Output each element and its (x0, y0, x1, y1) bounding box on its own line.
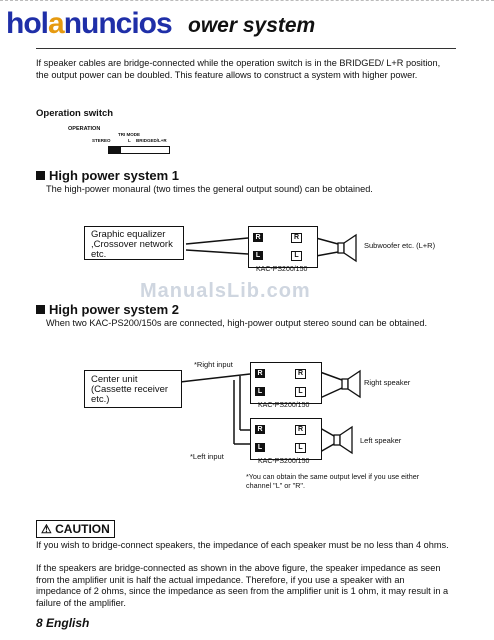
s1-source-box: Graphic equalizer ,Crossover network etc. (84, 226, 184, 260)
terminal-r-in: R (255, 425, 265, 434)
switch-label-l: L (128, 138, 131, 143)
wire-s1-l (186, 250, 248, 254)
terminal-r-out: R (295, 425, 306, 435)
section2-title: High power system 2 (36, 302, 179, 317)
s1-amp-label: KAC-PS200/150 (256, 266, 308, 273)
s1-amplifier (248, 226, 318, 268)
intro-paragraph: If speaker cables are bridge-connected while the operation switch is in the BRIDGED/ L+R position, the output power can be doubled. This feature allows to construct a system with higher power. (36, 58, 441, 80)
terminal-l-in: L (253, 251, 263, 260)
section2-description: When two KAC-PS200/150s are connected, high-power output stereo sound can be obtained. (46, 318, 428, 328)
s2-amplifier-2 (250, 418, 322, 460)
wire-s1-r (186, 238, 248, 244)
terminal-l-out: L (295, 387, 306, 397)
terminal-r-in: R (255, 369, 265, 378)
terminal-r-out: R (295, 369, 306, 379)
s1-speaker-label: Subwoofer etc. (L+R) (364, 241, 436, 250)
caution-badge: ⚠ CAUTION (36, 520, 115, 538)
subwoofer-speaker-icon (338, 243, 344, 253)
warning-icon: ⚠ (41, 522, 52, 536)
switch-label-bridged: BRIDGED/L+R (136, 138, 167, 143)
s2-amp2-label: KAC-PS200/150 (258, 458, 310, 465)
section1-description: The high-power monaural (two times the general output sound) can be obtained. (46, 184, 373, 194)
switch-label-stereo: STEREO (92, 138, 111, 143)
left-speaker-icon (334, 435, 340, 445)
switch-label-tri-mode: TRI MODE (118, 132, 140, 137)
section1-title: High power system 1 (36, 168, 179, 183)
terminal-l-out: L (291, 251, 302, 261)
site-logo[interactable]: holanuncios (6, 7, 172, 40)
right-speaker-label: Right speaker (364, 378, 411, 387)
operation-switch-heading: Operation switch (36, 108, 114, 119)
terminal-r-in: R (253, 233, 263, 242)
s2-amp1-label: KAC-PS200/150 (258, 402, 310, 409)
page-header-title: ower system (188, 14, 316, 37)
watermark: ManualsLib.com (140, 280, 311, 302)
left-speaker-label: Left speaker (360, 436, 402, 445)
terminal-l-out: L (295, 443, 306, 453)
right-input-label: *Right input (194, 360, 233, 369)
section-bullet-icon (36, 305, 45, 314)
wire-s1-out1 (316, 238, 338, 244)
terminal-l-in: L (255, 443, 265, 452)
wire-s1-out2 (316, 252, 338, 256)
switch-label-operation: OPERATION (68, 126, 101, 132)
s2-source-box: Center unit (Cassette receiver etc.) (84, 370, 182, 408)
terminal-l-in: L (255, 387, 265, 396)
left-input-label: *Left input (190, 452, 224, 461)
terminal-r-out: R (291, 233, 302, 243)
s2-amplifier-1 (250, 362, 322, 404)
right-speaker-icon (342, 379, 348, 389)
caution-paragraph-1: If you wish to bridge-connect speakers, the impedance of each speaker must be no less than 4 ohms. (36, 540, 449, 550)
page-footer: 8 English (36, 616, 90, 630)
caution-paragraph-2: If the speakers are bridge-connected as shown in the above figure, the speaker impedance as seen from the amplifier unit is half the actual impedance. Therefore, if you use a speaker with an impedance of 2 ohms, since the impedance as seen from the amplifier unit is 1 ohm, it may result in a failure of the amplifier. (36, 563, 449, 608)
s2-note: *You can obtain the same output level if you use either channel "L" or "R". (246, 472, 420, 490)
